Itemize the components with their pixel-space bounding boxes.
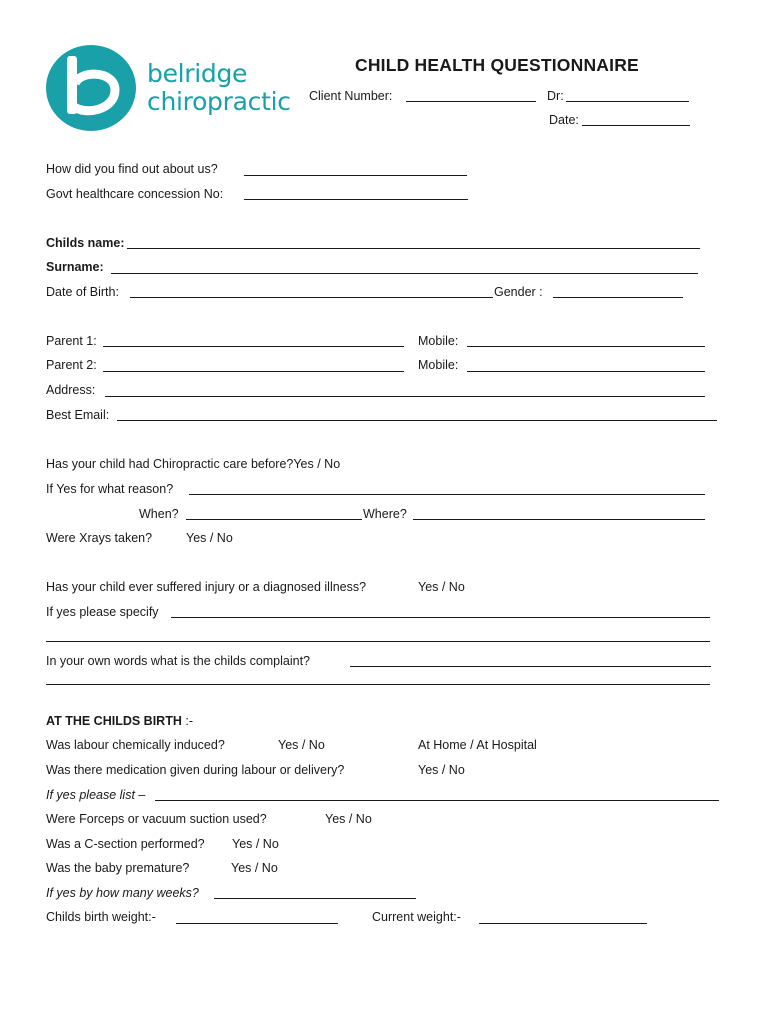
complaint-field[interactable] (350, 666, 711, 667)
address-label: Address: (46, 383, 96, 397)
reason-field[interactable] (189, 494, 705, 495)
childs-name-field[interactable] (127, 248, 700, 249)
parent1-mobile-label: Mobile: (418, 334, 459, 348)
premature-question: Was the baby premature? (46, 861, 190, 875)
parent2-field[interactable] (103, 371, 404, 372)
parent2-label: Parent 2: (46, 358, 97, 372)
forceps-options[interactable]: Yes / No (325, 812, 372, 826)
csection-question: Was a C-section performed? (46, 837, 205, 851)
birth-weight-label: Childs birth weight:- (46, 910, 156, 924)
prior-care-options[interactable]: Yes / No (293, 457, 341, 471)
parent2-mobile-label: Mobile: (418, 358, 459, 372)
dob-label: Date of Birth: (46, 285, 119, 299)
dob-field[interactable] (130, 297, 493, 298)
complaint-field-continued[interactable] (46, 684, 710, 685)
xrays-question: Were Xrays taken? (46, 531, 153, 545)
specify-field-continued[interactable] (46, 641, 710, 642)
when-label: When? (139, 507, 179, 521)
address-field[interactable] (105, 396, 705, 397)
premature-options[interactable]: Yes / No (231, 861, 278, 875)
parent2-mobile-field[interactable] (467, 371, 705, 372)
date-field[interactable] (582, 125, 690, 126)
dr-label: Dr: (547, 89, 564, 103)
date-label: Date: (549, 113, 579, 127)
parent1-label: Parent 1: (46, 334, 97, 348)
client-number-field[interactable] (406, 101, 536, 102)
medication-list-field[interactable] (155, 800, 719, 801)
surname-label: Surname: (46, 260, 104, 274)
labour-options[interactable]: Yes / No (278, 738, 325, 752)
email-label: Best Email: (46, 408, 110, 422)
labour-question: Was labour chemically induced? (46, 738, 225, 752)
childs-name-label: Childs name: (46, 236, 125, 250)
page-title: CHILD HEALTH QUESTIONNAIRE (355, 55, 639, 75)
current-weight-label: Current weight:- (372, 910, 461, 924)
complaint-label: In your own words what is the childs complaint? (46, 654, 311, 668)
forceps-question: Were Forceps or vacuum suction used? (46, 812, 267, 826)
client-number-label: Client Number: (309, 89, 393, 103)
prior-care-question (46, 456, 340, 472)
dr-field[interactable] (566, 101, 689, 102)
injury-question: Has your child ever suffered injury or a diagnosed illness? (46, 580, 367, 594)
when-field[interactable] (186, 519, 362, 520)
birth-heading-suffix: :- (181, 714, 193, 728)
prior-care-question-text: Has your child had Chiropractic care before? (46, 457, 294, 471)
medication-list-label: If yes please list – (46, 788, 146, 802)
concession-label: Govt healthcare concession No: (46, 187, 224, 201)
gender-field[interactable] (553, 297, 683, 298)
find-us-label: How did you find out about us? (46, 162, 218, 176)
current-weight-field[interactable] (479, 923, 647, 924)
medication-question: Was there medication given during labour or delivery? (46, 763, 345, 777)
email-field[interactable] (117, 420, 717, 421)
parent1-mobile-field[interactable] (467, 346, 705, 347)
birth-weight-field[interactable] (176, 923, 338, 924)
weeks-label: If yes by how many weeks? (46, 886, 199, 900)
xrays-options[interactable]: Yes / No (186, 531, 233, 545)
gender-label: Gender : (494, 285, 543, 299)
injury-options[interactable]: Yes / No (418, 580, 465, 594)
birth-heading-text: AT THE CHILDS BIRTH (46, 714, 182, 728)
birth-location-options[interactable]: At Home / At Hospital (418, 738, 537, 752)
reason-label: If Yes for what reason? (46, 482, 174, 496)
medication-options[interactable]: Yes / No (418, 763, 465, 777)
concession-field[interactable] (244, 199, 468, 200)
birth-section-heading (46, 713, 193, 729)
where-label: Where? (363, 507, 407, 521)
specify-field[interactable] (171, 617, 710, 618)
logo-text-line1: belridge (147, 59, 248, 88)
logo-text-line2: chiropractic (147, 87, 291, 116)
weeks-field[interactable] (214, 898, 416, 899)
find-us-field[interactable] (244, 175, 467, 176)
csection-options[interactable]: Yes / No (232, 837, 279, 851)
specify-label: If yes please specify (46, 605, 159, 619)
logo-mark-icon (45, 44, 137, 132)
parent1-field[interactable] (103, 346, 404, 347)
where-field[interactable] (413, 519, 705, 520)
surname-field[interactable] (111, 273, 698, 274)
